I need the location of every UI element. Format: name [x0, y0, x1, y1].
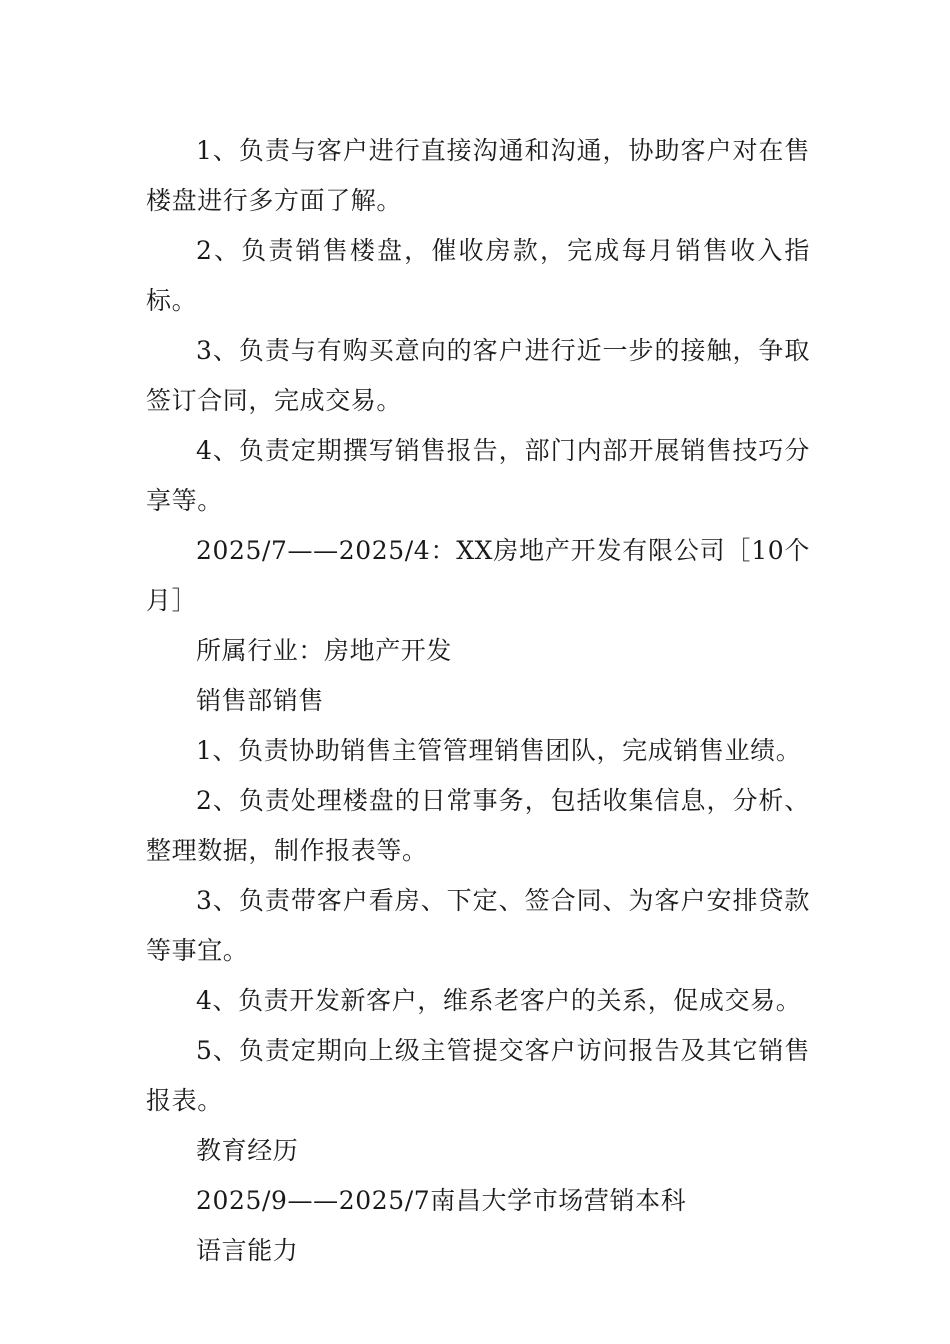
- job-duty-2: 2、负责处理楼盘的日常事务，包括收集信息，分析、整理数据，制作报表等。: [146, 786, 810, 865]
- position-line: 销售部销售: [196, 686, 325, 715]
- duty-item-1: 1、负责与客户进行直接沟通和沟通，协助客户对在售楼盘进行多方面了解。: [146, 136, 810, 215]
- education-heading: 教育经历: [196, 1136, 299, 1165]
- education-entry: 2025/9——2025/7南昌大学市场营销本科: [196, 1186, 687, 1215]
- document-body: [146, 126, 810, 1276]
- industry-line: 所属行业：房地产开发: [196, 636, 453, 665]
- job-duty-4: 4、负责开发新客户，维系老客户的关系，促成交易。: [196, 986, 802, 1015]
- duty-item-3: 3、负责与有购买意向的客户进行近一步的接触，争取签订合同，完成交易。: [146, 336, 810, 415]
- duty-item-4: 4、负责定期撰写销售报告，部门内部开展销售技巧分享等。: [146, 436, 810, 515]
- job-period-heading: 2025/7——2025/4：XX房地产开发有限公司［10个月］: [146, 536, 810, 615]
- duty-item-2: 2、负责销售楼盘，催收房款，完成每月销售收入指标。: [146, 236, 810, 315]
- job-duty-5: 5、负责定期向上级主管提交客户访问报告及其它销售报表。: [146, 1036, 810, 1115]
- language-heading: 语言能力: [196, 1236, 299, 1265]
- job-duty-3: 3、负责带客户看房、下定、签合同、为客户安排贷款等事宜。: [146, 886, 810, 965]
- job-duty-1: 1、负责协助销售主管管理销售团队，完成销售业绩。: [196, 736, 802, 765]
